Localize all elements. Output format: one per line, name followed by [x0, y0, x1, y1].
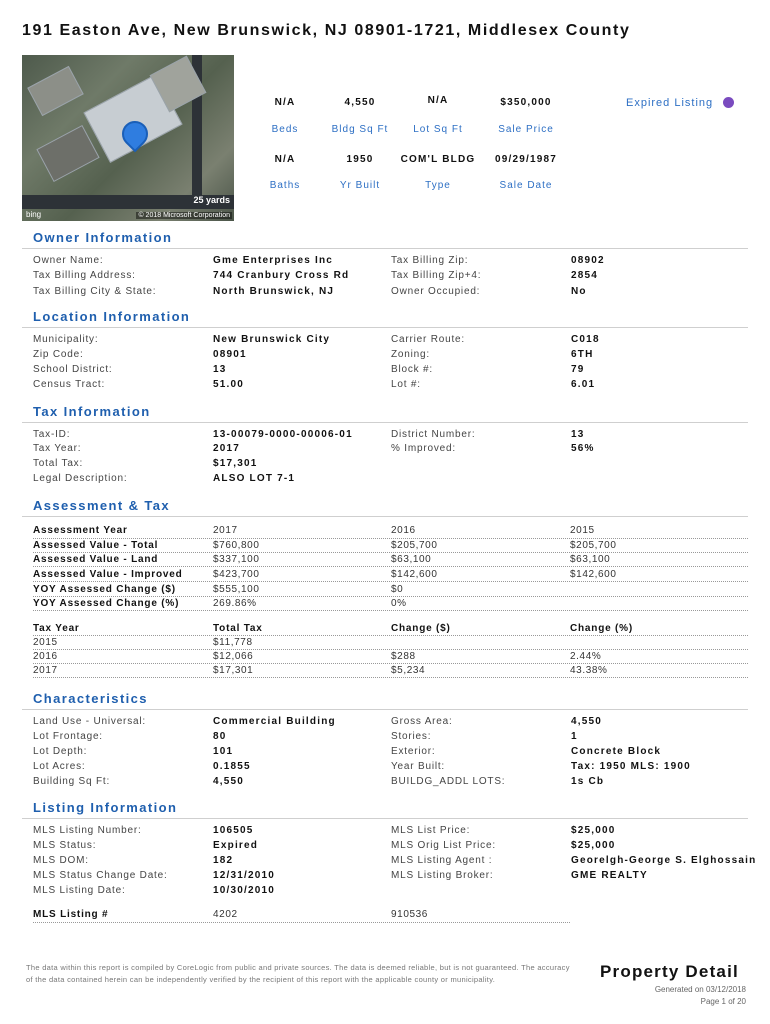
assessment-cell: $63,100 — [570, 554, 611, 565]
map-scale: 25 yards — [193, 195, 230, 205]
assessment-cell: $142,600 — [570, 569, 617, 580]
listing-status-label: Expired Listing — [626, 97, 714, 109]
gross-area-label: Gross Area: — [391, 716, 453, 727]
mls-list-price-label: MLS List Price: — [391, 825, 471, 836]
mls-orig-price-label: MLS Orig List Price: — [391, 840, 496, 851]
zoning-value: 6TH — [571, 349, 594, 360]
tax-history-cell: 2017 — [33, 665, 58, 676]
tax-billing-zip-label: Tax Billing Zip: — [391, 255, 469, 266]
tax-history-header: Tax Year — [33, 623, 80, 634]
stat-type-value: COM'L BLDG — [400, 154, 476, 165]
assessment-cell: $423,700 — [213, 569, 260, 580]
lot-depth-value: 101 — [213, 746, 234, 757]
tax-history-cell: 2016 — [33, 651, 58, 662]
section-divider — [22, 248, 748, 249]
stories-label: Stories: — [391, 731, 432, 742]
row-divider — [33, 677, 748, 678]
stat-sale-price-label: Sale Price — [498, 124, 554, 135]
status-dot-icon — [723, 97, 734, 108]
stories-value: 1 — [571, 731, 578, 742]
tax-history-cell: $17,301 — [213, 665, 254, 676]
tax-info-heading: Tax Information — [33, 404, 151, 419]
building-sqft-label: Building Sq Ft: — [33, 776, 111, 787]
section-divider — [22, 327, 748, 328]
tax-history-header: Total Tax — [213, 623, 263, 634]
assessment-cell: 269.86% — [213, 598, 257, 609]
tax-history-cell: $5,234 — [391, 665, 426, 676]
assessment-cell: $760,800 — [213, 540, 260, 551]
tax-history-header: Change ($) — [391, 623, 451, 634]
district-number-label: District Number: — [391, 429, 476, 440]
map-provider-logo: bing — [26, 210, 42, 219]
total-tax-value: $17,301 — [213, 458, 258, 469]
stat-beds-value: N/A — [274, 97, 296, 108]
stat-yr-built-label: Yr Built — [339, 180, 381, 191]
assessment-cell: $63,100 — [391, 554, 432, 565]
map-building — [36, 125, 99, 182]
mls-listing-table-cell: 4202 — [213, 909, 238, 920]
tax-history-cell: 2015 — [33, 637, 58, 648]
characteristics-heading: Characteristics — [33, 691, 148, 706]
row-divider — [33, 922, 570, 923]
assessment-row-label: Assessed Value - Land — [33, 554, 159, 565]
lot-depth-label: Lot Depth: — [33, 746, 88, 757]
addl-lots-value: 1s Cb — [571, 776, 605, 787]
stat-sale-date-label: Sale Date — [499, 180, 553, 191]
aerial-map[interactable] — [22, 55, 234, 221]
percent-improved-label: % Improved: — [391, 443, 456, 454]
lot-acres-value: 0.1855 — [213, 761, 251, 772]
row-divider — [33, 566, 748, 567]
assessment-cell: $142,600 — [391, 569, 438, 580]
district-number-value: 13 — [571, 429, 585, 440]
stat-beds-label: Beds — [271, 124, 299, 135]
lot-acres-label: Lot Acres: — [33, 761, 86, 772]
municipality-label: Municipality: — [33, 334, 99, 345]
tax-billing-address-label: Tax Billing Address: — [33, 270, 136, 281]
zoning-label: Zoning: — [391, 349, 430, 360]
mls-status-label: MLS Status: — [33, 840, 97, 851]
assessment-cell: 0% — [391, 598, 407, 609]
mls-agent-label: MLS Listing Agent : — [391, 855, 493, 866]
stat-sale-price-value: $350,000 — [500, 97, 552, 108]
mls-orig-price-value: $25,000 — [571, 840, 616, 851]
owner-occupied-value: No — [571, 286, 587, 297]
mls-number-value: 106505 — [213, 825, 254, 836]
lot-frontage-label: Lot Frontage: — [33, 731, 103, 742]
owner-name-value: Gme Enterprises Inc — [213, 255, 334, 266]
listing-info-heading: Listing Information — [33, 800, 178, 815]
land-use-label: Land Use - Universal: — [33, 716, 146, 727]
percent-improved-value: 56% — [571, 443, 595, 454]
stat-type-label: Type — [425, 180, 451, 191]
mls-listing-table-header: MLS Listing # — [33, 909, 109, 920]
section-divider — [22, 516, 748, 517]
legal-description-value: ALSO LOT 7-1 — [213, 473, 296, 484]
block-value: 79 — [571, 364, 585, 375]
total-tax-label: Total Tax: — [33, 458, 84, 469]
assessment-cell: $337,100 — [213, 554, 260, 565]
section-divider — [22, 709, 748, 710]
stat-lot-sqft-value: N/A — [427, 95, 449, 106]
section-divider — [22, 422, 748, 423]
owner-name-label: Owner Name: — [33, 255, 104, 266]
tax-history-cell: 2.44% — [570, 651, 602, 662]
assessment-header-col: 2016 — [391, 525, 416, 536]
assessment-row-label: YOY Assessed Change (%) — [33, 598, 180, 609]
year-built-value: Tax: 1950 MLS: 1900 — [571, 761, 691, 772]
carrier-route-label: Carrier Route: — [391, 334, 465, 345]
tax-billing-zip4-label: Tax Billing Zip+4: — [391, 270, 482, 281]
assessment-header-year: Assessment Year — [33, 525, 128, 536]
assessment-header-col: 2017 — [213, 525, 238, 536]
stat-baths-label: Baths — [269, 180, 301, 191]
lot-value: 6.01 — [571, 379, 596, 390]
land-use-value: Commercial Building — [213, 716, 336, 727]
map-building — [27, 66, 84, 116]
addl-lots-label: BUILDG_ADDL LOTS: — [391, 776, 506, 787]
row-divider — [33, 596, 748, 597]
assessment-cell: $0 — [391, 584, 404, 595]
tax-year-value: 2017 — [213, 443, 241, 454]
school-district-value: 13 — [213, 364, 227, 375]
assessment-header-col: 2015 — [570, 525, 595, 536]
exterior-value: Concrete Block — [571, 746, 662, 757]
mls-list-price-value: $25,000 — [571, 825, 616, 836]
stat-bldg-sqft-label: Bldg Sq Ft — [331, 124, 389, 135]
assessment-cell: $555,100 — [213, 584, 260, 595]
school-district-label: School District: — [33, 364, 113, 375]
row-divider — [33, 552, 748, 553]
tax-id-value: 13-00079-0000-00006-01 — [213, 429, 353, 440]
tax-history-cell: 43.38% — [570, 665, 608, 676]
mls-dom-value: 182 — [213, 855, 234, 866]
report-title: Property Detail — [600, 962, 739, 981]
assessment-heading: Assessment & Tax — [33, 498, 171, 513]
mls-broker-label: MLS Listing Broker: — [391, 870, 494, 881]
map-credit: © 2018 Microsoft Corporation — [138, 212, 230, 219]
mls-broker-value: GME REALTY — [571, 870, 648, 881]
mls-status-change-value: 12/31/2010 — [213, 870, 276, 881]
tax-year-label: Tax Year: — [33, 443, 82, 454]
tax-billing-address-value: 744 Cranbury Cross Rd — [213, 270, 350, 281]
tax-id-label: Tax-ID: — [33, 429, 71, 440]
census-tract-value: 51.00 — [213, 379, 245, 390]
section-divider — [22, 818, 748, 819]
tax-billing-city-value: North Brunswick, NJ — [213, 286, 335, 297]
page-title: 191 Easton Ave, New Brunswick, NJ 08901-1721, Middlesex County — [22, 22, 631, 39]
owner-occupied-label: Owner Occupied: — [391, 286, 481, 297]
zip-code-label: Zip Code: — [33, 349, 84, 360]
mls-agent-value: Georelgh-George S. Elghossain — [571, 855, 757, 866]
mls-dom-label: MLS DOM: — [33, 855, 89, 866]
assessment-row-label: Assessed Value - Improved — [33, 569, 183, 580]
row-divider — [33, 581, 748, 582]
tax-billing-zip4-value: 2854 — [571, 270, 599, 281]
building-sqft-value: 4,550 — [213, 776, 245, 787]
gross-area-value: 4,550 — [571, 716, 603, 727]
carrier-route-value: C018 — [571, 334, 600, 345]
row-divider — [33, 635, 748, 636]
generated-date: Generated on 03/12/2018 — [654, 985, 746, 994]
disclaimer-text: The data within this report is compiled by CoreLogic from public and private sources. The data is deemed reliable, but is not guaranteed. The accuracy of the data contained herein can be independently verified by the recipient of this report with the applicable county or municipality. — [26, 963, 570, 984]
location-info-heading: Location Information — [33, 309, 191, 324]
row-divider — [33, 649, 748, 650]
mls-number-label: MLS Listing Number: — [33, 825, 142, 836]
tax-history-cell: $12,066 — [213, 651, 254, 662]
assessment-cell: $205,700 — [391, 540, 438, 551]
stat-yr-built-value: 1950 — [346, 154, 374, 165]
tax-history-header: Change (%) — [570, 623, 633, 634]
stat-bldg-sqft-value: 4,550 — [344, 97, 376, 108]
stat-sale-date-value: 09/29/1987 — [494, 154, 558, 165]
mls-listing-date-value: 10/30/2010 — [213, 885, 276, 896]
zip-code-value: 08901 — [213, 349, 247, 360]
row-divider — [33, 663, 748, 664]
assessment-row-label: Assessed Value - Total — [33, 540, 159, 551]
stat-lot-sqft-label: Lot Sq Ft — [413, 124, 463, 135]
block-label: Block #: — [391, 364, 433, 375]
year-built-label: Year Built: — [391, 761, 446, 772]
tax-billing-city-label: Tax Billing City & State: — [33, 286, 157, 297]
municipality-value: New Brunswick City — [213, 334, 331, 345]
assessment-cell: $205,700 — [570, 540, 617, 551]
lot-frontage-value: 80 — [213, 731, 227, 742]
mls-listing-table-cell: 910536 — [391, 909, 428, 920]
census-tract-label: Census Tract: — [33, 379, 106, 390]
owner-info-heading: Owner Information — [33, 230, 173, 245]
mls-status-value: Expired — [213, 840, 259, 851]
row-divider — [33, 610, 748, 611]
assessment-row-label: YOY Assessed Change ($) — [33, 584, 176, 595]
mls-listing-date-label: MLS Listing Date: — [33, 885, 126, 896]
tax-history-cell: $288 — [391, 651, 416, 662]
tax-billing-zip-value: 08902 — [571, 255, 605, 266]
stat-baths-value: N/A — [274, 154, 296, 165]
tax-history-cell: $11,778 — [213, 637, 253, 648]
mls-status-change-label: MLS Status Change Date: — [33, 870, 168, 881]
legal-description-label: Legal Description: — [33, 473, 128, 484]
row-divider — [33, 538, 748, 539]
lot-label: Lot #: — [391, 379, 421, 390]
page-number: Page 1 of 20 — [700, 997, 746, 1006]
exterior-label: Exterior: — [391, 746, 436, 757]
